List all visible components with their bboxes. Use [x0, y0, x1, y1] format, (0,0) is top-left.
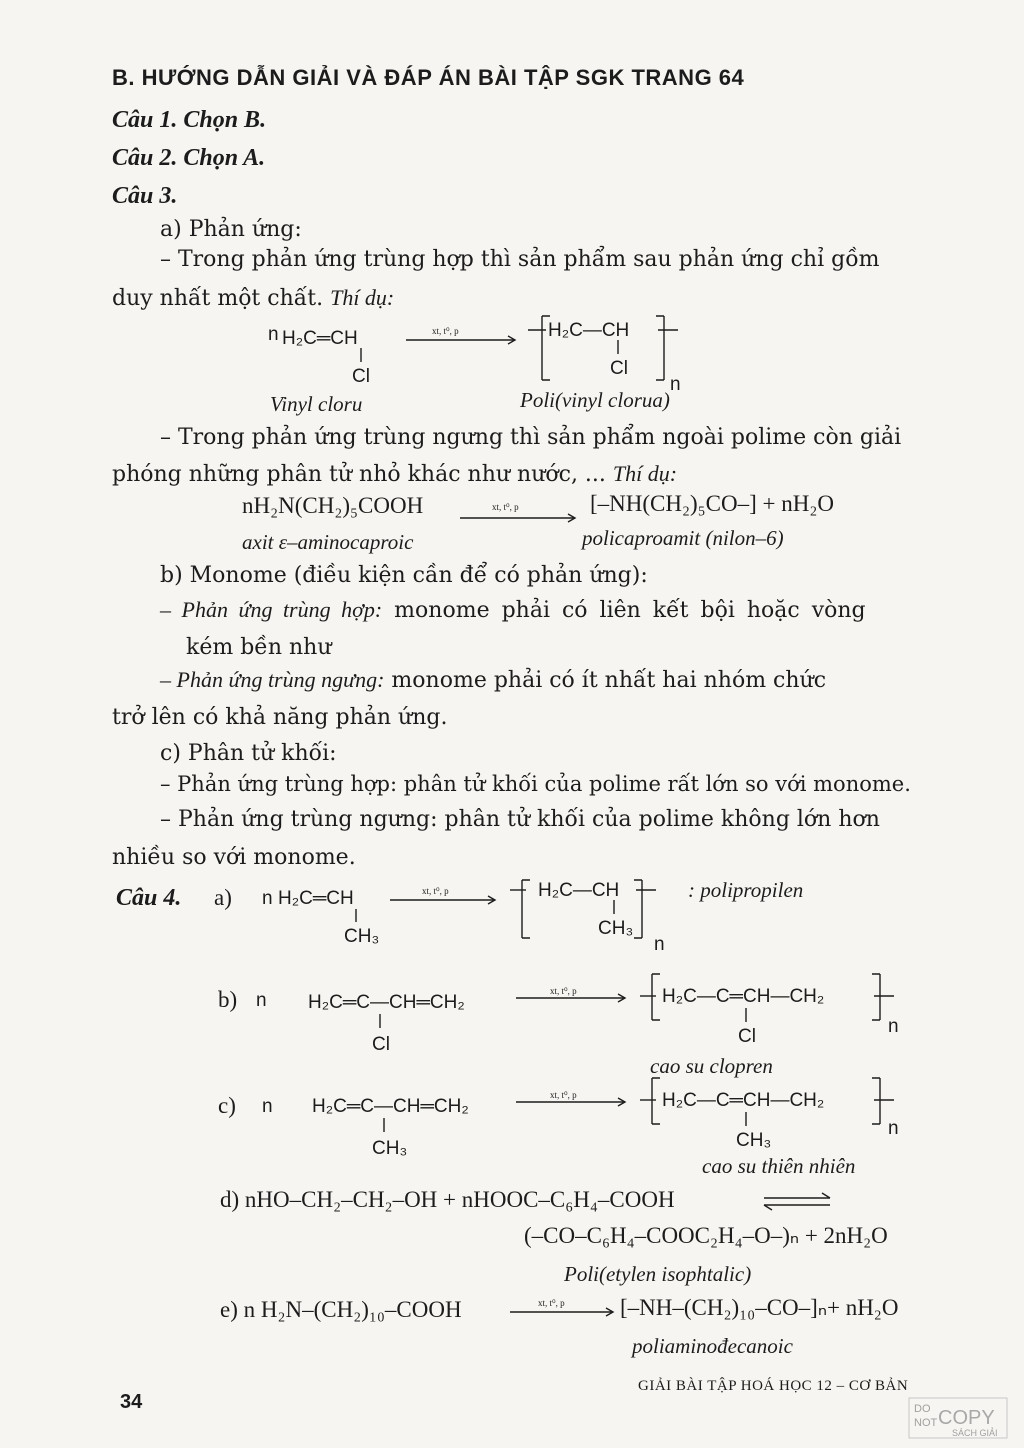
- q3c-line-2: – Phản ứng trùng ngưng: phân tử khối của polime không lớn hơn: [160, 807, 880, 832]
- q4b-name: cao su clopren: [650, 1054, 773, 1078]
- q4c-product: H₂C—C═CH—CH₂: [662, 1090, 825, 1111]
- q4a-repeat: n: [654, 934, 665, 955]
- q4a-condition: xt, t⁰, p: [422, 886, 449, 896]
- q4a-monomer: H₂C═CH: [278, 888, 354, 909]
- q4a-product-substituent: CH₃: [598, 918, 634, 939]
- r2-product: [–NH(CH₂)₅CO–] + nH₂O: [590, 491, 835, 516]
- equilibrium-arrow: [762, 1190, 834, 1214]
- r2-reactant: nH₂N(CH₂)₅COOH: [242, 493, 424, 518]
- q4e-condition: xt, t⁰, p: [538, 1298, 565, 1308]
- product-substituent: Cl: [610, 358, 628, 379]
- q4d-line-1: d) nHO–CH₂–CH₂–OH + nHOOC–C₆H₄–COOH: [220, 1187, 675, 1212]
- q3c-line-1: – Phản ứng trùng hợp: phân tử khối của polime rất lớn so với monome.: [160, 772, 911, 796]
- caption-pvc: Poli(vinyl clorua): [520, 388, 670, 412]
- svg-text:SÁCH GIẢI: SÁCH GIẢI: [952, 1428, 998, 1438]
- q4a-product: H₂C—CH: [538, 880, 620, 901]
- question-1: Câu 1. Chọn B.: [112, 107, 267, 133]
- question-2: Câu 2. Chọn A.: [112, 145, 266, 171]
- svg-text:DO: DO: [914, 1403, 931, 1415]
- q4c-label: c): [218, 1093, 236, 1118]
- book-title-footer: GIẢI BÀI TẬP HOÁ HỌC 12 – CƠ BẢN: [638, 1378, 909, 1394]
- q4c-coefficient: n: [262, 1096, 273, 1117]
- q4b-coefficient: n: [256, 990, 267, 1011]
- q4e-left: e) n H₂N–(CH₂)₁₀–COOH: [220, 1297, 462, 1322]
- q4b-product: H₂C—C═CH—CH₂: [662, 986, 825, 1007]
- q4b-product-substituent: Cl: [738, 1026, 756, 1047]
- svg-text:COPY: COPY: [938, 1407, 995, 1429]
- r2-caption-left: axit ε–aminocaproic: [242, 530, 414, 554]
- caption-vinyl-chloride: Vinyl cloru: [270, 392, 363, 416]
- q4e-arrow: [508, 1296, 618, 1320]
- q4a-substituent: CH₃: [344, 926, 380, 947]
- reaction-vinyl-chloride: [260, 310, 700, 395]
- q3c-line-3: nhiều so với monome.: [112, 845, 356, 870]
- q4a-coefficient: n: [262, 888, 273, 909]
- repeat-count: n: [670, 374, 681, 395]
- q3b-line-3: – Phản ứng trùng ngưng: monome phải có ít nhất hai nhóm chức: [160, 667, 827, 693]
- q4b-repeat: n: [888, 1016, 899, 1037]
- q4c-substituent: CH₃: [372, 1138, 408, 1159]
- q4a-label: a): [214, 885, 232, 910]
- q4b-label: b): [218, 987, 238, 1012]
- q4d-line-2: (–CO–C₆H₄–COOC₂H₄–O–)ₙ + 2nH₂O: [524, 1223, 888, 1248]
- page-number: 34: [120, 1391, 143, 1413]
- q3b-line-4: trở lên có khả năng phản ứng.: [112, 705, 448, 730]
- r2-arrow: [458, 498, 578, 528]
- q4b-substituent: Cl: [372, 1034, 390, 1055]
- reaction-chloroprene: [250, 966, 920, 1056]
- q3a-paragraph-2-line-1: – Trong phản ứng trùng ngưng thì sản phẩm ngoài polime còn giải: [160, 425, 902, 450]
- q4c-name: cao su thiên nhiên: [702, 1154, 856, 1178]
- reaction-condition: xt, t⁰, p: [432, 326, 459, 336]
- q3c-title: c) Phân tử khối:: [160, 741, 337, 766]
- substituent: Cl: [352, 366, 370, 387]
- q4c-monomer: H₂C═C—CH═CH₂: [312, 1096, 469, 1117]
- monomer-formula: H₂C═CH: [282, 328, 358, 349]
- watermark-logo: [908, 1396, 1008, 1440]
- q4e-name: poliaminođecanoic: [632, 1334, 793, 1358]
- q4b-condition: xt, t⁰, p: [550, 986, 577, 996]
- q4a-name: : polipropilen: [688, 878, 804, 902]
- q4c-condition: xt, t⁰, p: [550, 1090, 577, 1100]
- q3b-line-2: kém bền như: [186, 635, 332, 660]
- r2-condition: xt, t⁰, p: [492, 502, 519, 512]
- q4c-repeat: n: [888, 1118, 899, 1139]
- q4e-right: [–NH–(CH₂)₁₀–CO–]ₙ+ nH₂O: [620, 1295, 899, 1320]
- question-4: Câu 4.: [116, 885, 182, 911]
- reaction-coefficient: n: [268, 324, 279, 345]
- question-3: Câu 3.: [112, 183, 178, 209]
- reaction-isoprene: [254, 1072, 924, 1162]
- q3a-paragraph-1-line-2: duy nhất một chất. Thí dụ:: [112, 285, 395, 311]
- q4b-monomer: H₂C═C—CH═CH₂: [308, 992, 465, 1013]
- q3b-title: b) Monome (điều kiện cần để có phản ứng):: [160, 563, 648, 588]
- q4c-product-substituent: CH₃: [736, 1130, 772, 1151]
- q3a-paragraph-2-line-2: phóng những phân tử nhỏ khác như nước, ... Thí dụ:: [112, 461, 678, 487]
- q3a-paragraph-1-line-1: – Trong phản ứng trùng hợp thì sản phẩm sau phản ứng chỉ gồm: [160, 247, 880, 272]
- q3a-title: a) Phản ứng:: [160, 217, 302, 242]
- r2-caption-right: policaproamit (nilon–6): [582, 526, 784, 550]
- section-heading: B. HƯỚNG DẪN GIẢI VÀ ĐÁP ÁN BÀI TẬP SGK TRANG 64: [112, 65, 745, 90]
- svg-text:NOT: NOT: [914, 1417, 938, 1429]
- product-formula: H₂C—CH: [548, 320, 630, 341]
- q3b-line-1: – Phản ứng trùng hợp: monome phải có liên kết bội hoặc vòng: [160, 597, 866, 623]
- q4d-name: Poli(etylen isophtalic): [564, 1262, 752, 1286]
